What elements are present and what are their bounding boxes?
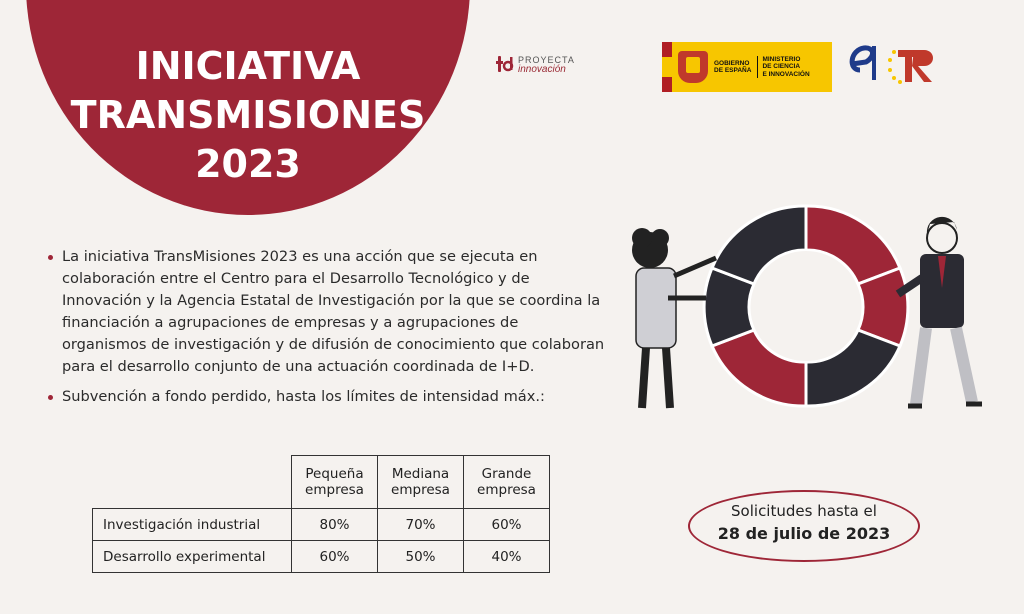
- deadline-badge: [688, 490, 920, 562]
- description-paragraph: La iniciativa TransMisiones 2023 es una acción que se ejecuta en colaboración entre el Centro para el Desarrollo Tecnológico y de Innovación y la Agencia Estatal de Investigación por la que se coordina la financiación a agrupaciones de empresas y a agrupaciones de organismos de investigación y de difusión de conocimiento que colaboran para el desarrollo conjunto de una actuación coordinada de I+D.: [46, 246, 606, 378]
- coat-of-arms-icon: [678, 51, 708, 83]
- proyecta-innovacion-logo: [496, 55, 575, 75]
- table-row: [93, 509, 550, 541]
- deadline-line-1: Solicitudes hasta el: [731, 502, 877, 520]
- spain-flag-icon: [662, 42, 672, 92]
- gov-text-2: DE ESPAÑA: [714, 67, 752, 74]
- title-line-1: INICIATIVA: [135, 44, 361, 88]
- title-line-3: 2023: [195, 142, 301, 186]
- plan-recuperacion-logo-icon: [846, 40, 946, 92]
- subsidy-table: [92, 455, 550, 573]
- proyecta-text: PROYECTA: [518, 55, 575, 65]
- table-cell: 40%: [464, 541, 550, 573]
- table-cell: 70%: [378, 509, 464, 541]
- description-list: [46, 246, 606, 408]
- table-cell: 60%: [464, 509, 550, 541]
- table-header-medium: Mediana empresa: [378, 456, 464, 509]
- gov-text-1: GOBIERNO: [714, 59, 750, 67]
- ministry-text-2: DE CIENCIA: [762, 63, 801, 71]
- page-title: [26, 42, 470, 189]
- proyecta-logo-icon: [496, 55, 514, 75]
- table-row: [93, 541, 550, 573]
- table-header-large: Grande empresa: [464, 456, 550, 509]
- table-header-small: Pequeña empresa: [292, 456, 378, 509]
- title-line-2: TRANSMISIONES: [70, 93, 426, 137]
- ministry-text-1: MINISTERIO: [762, 55, 801, 63]
- man-figure-icon: [898, 217, 982, 406]
- deadline-date: 28 de julio de 2023: [717, 524, 891, 543]
- gobierno-ministerio-logo: [662, 42, 832, 92]
- table-corner: [93, 456, 292, 509]
- table-cell: 80%: [292, 509, 378, 541]
- puzzle-ring: [704, 206, 908, 406]
- row-label: Desarrollo experimental: [93, 541, 292, 573]
- table-cell: 50%: [378, 541, 464, 573]
- puzzle-ring-illustration: [616, 198, 1016, 414]
- ministry-text-3: E INNOVACIÓN: [762, 70, 810, 78]
- row-label: Investigación industrial: [93, 509, 292, 541]
- table-cell: 60%: [292, 541, 378, 573]
- subsidy-text: Subvención a fondo perdido, hasta los límites de intensidad máx.:: [46, 386, 606, 408]
- table-header-row: [93, 456, 550, 509]
- innovacion-text: innovación: [518, 64, 566, 75]
